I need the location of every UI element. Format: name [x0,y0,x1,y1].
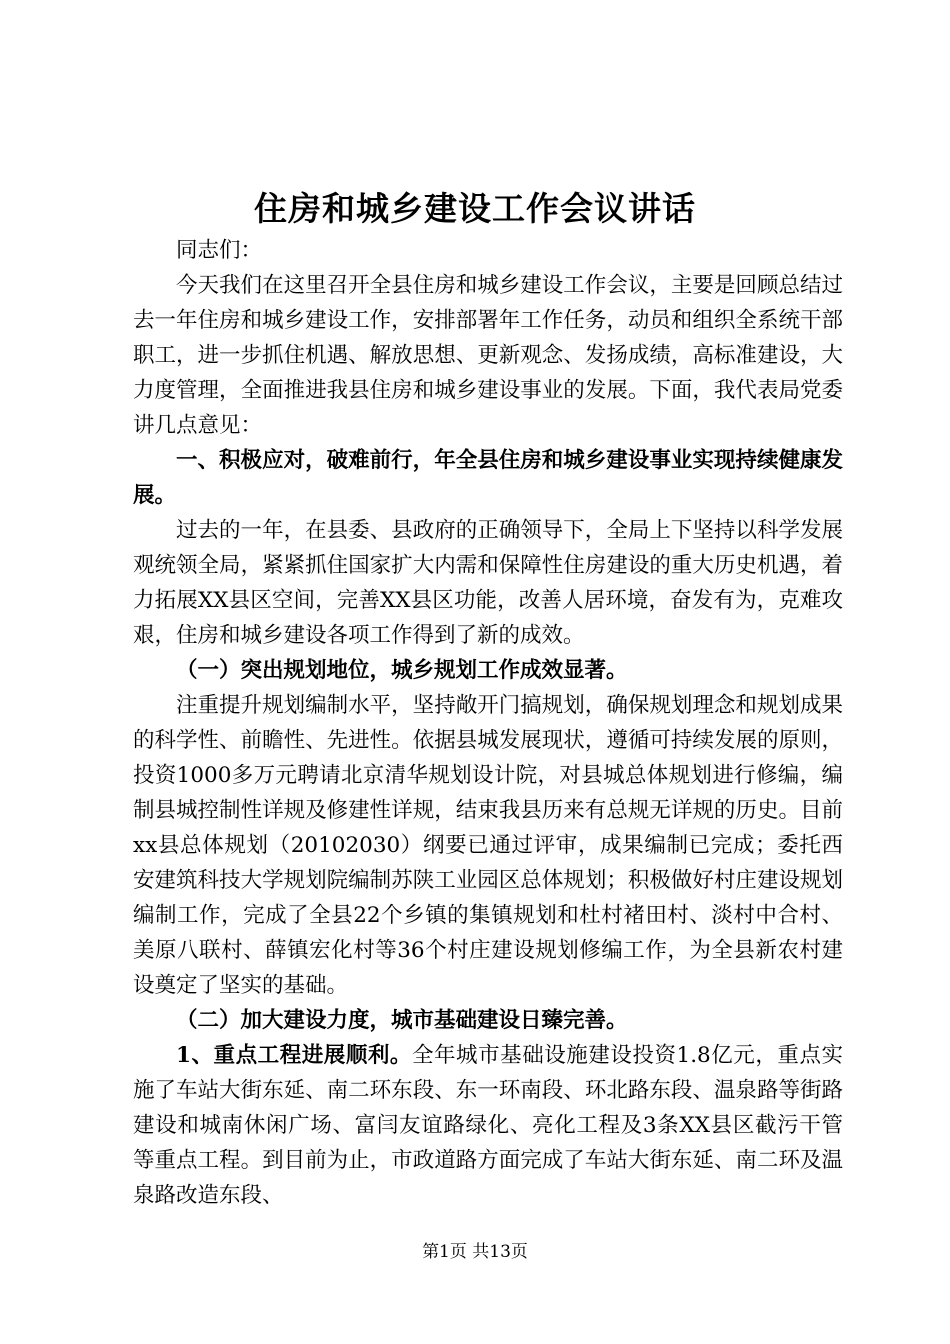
salutation: 同志们： [176,238,263,263]
document-title: 住房和城乡建设工作会议讲话 [254,189,696,228]
paragraph-2: 注重提升规划编制水平，坚持敞开门搞规划，确保规划理念和规划成果的科学性、前瞻性、先进性。依据县城发展现状，遵循可持续发展的原则，投资1000多万元聘请北京清华规划设计院，对县城总体规划进行修编，编制县城控制性详规及修建性详规，结束我县历来有总规无详规的历史。目前xx县总体规划（20102030）纲要已通过评审，成果编制已完成；委托西安建筑科技大学规划院编制苏陕工业园区总体规划；积极做好村庄建设规划编制工作，完成了全县22个乡镇的集镇规划和杜村褚田村、淡村中合村、美原八联村、薛镇宏化村等36个村庄建设规划修编工作，为全县新农村建设奠定了坚实的基础。 [133,693,843,998]
item-1-lead: 1、重点工程进展顺利。 [176,1043,412,1068]
page-footer: 第1页 共13页 [422,1242,528,1262]
subsection-heading-1: （一）突出规划地位，城乡规划工作成效显著。 [176,658,628,683]
item-1-text: 全年城市基础设施建设投资1.8亿元，重点实施了车站大街东延、南二环东段、东一环南段、环北路东段、温泉路等街路建设和城南休闲广场、富闫友谊路绿化、亮化工程及3条XX县区截污干管等重点工程。到目前为止，市政道路方面完成了车站大街东延、南二环及温泉路改造东段、 [133,1043,843,1208]
intro-paragraph: 今天我们在这里召开全县住房和城乡建设工作会议，主要是回顾总结过去一年住房和城乡建设工作，安排部署年工作任务，动员和组织全系统干部职工，进一步抓住机遇、解放思想、更新观念、发扬成绩，高标准建设，大力度管理，全面推进我县住房和城乡建设事业的发展。下面，我代表局党委讲几点意见： [133,273,843,438]
section-heading-1: 一、积极应对，破难前行，年全县住房和城乡建设事业实现持续健康发展。 [133,448,843,508]
subsection-heading-2: （二）加大建设力度，城市基础建设日臻完善。 [176,1008,628,1033]
paragraph-1: 过去的一年，在县委、县政府的正确领导下，全局上下坚持以科学发展观统领全局，紧紧抓住国家扩大内需和保障性住房建设的重大历史机遇，着力拓展XX县区空间，完善XX县区功能，改善人居环境，奋发有为，克难攻艰，住房和城乡建设各项工作得到了新的成效。 [133,518,843,648]
item-1-paragraph [133,1038,843,1213]
document-body [133,233,843,1213]
